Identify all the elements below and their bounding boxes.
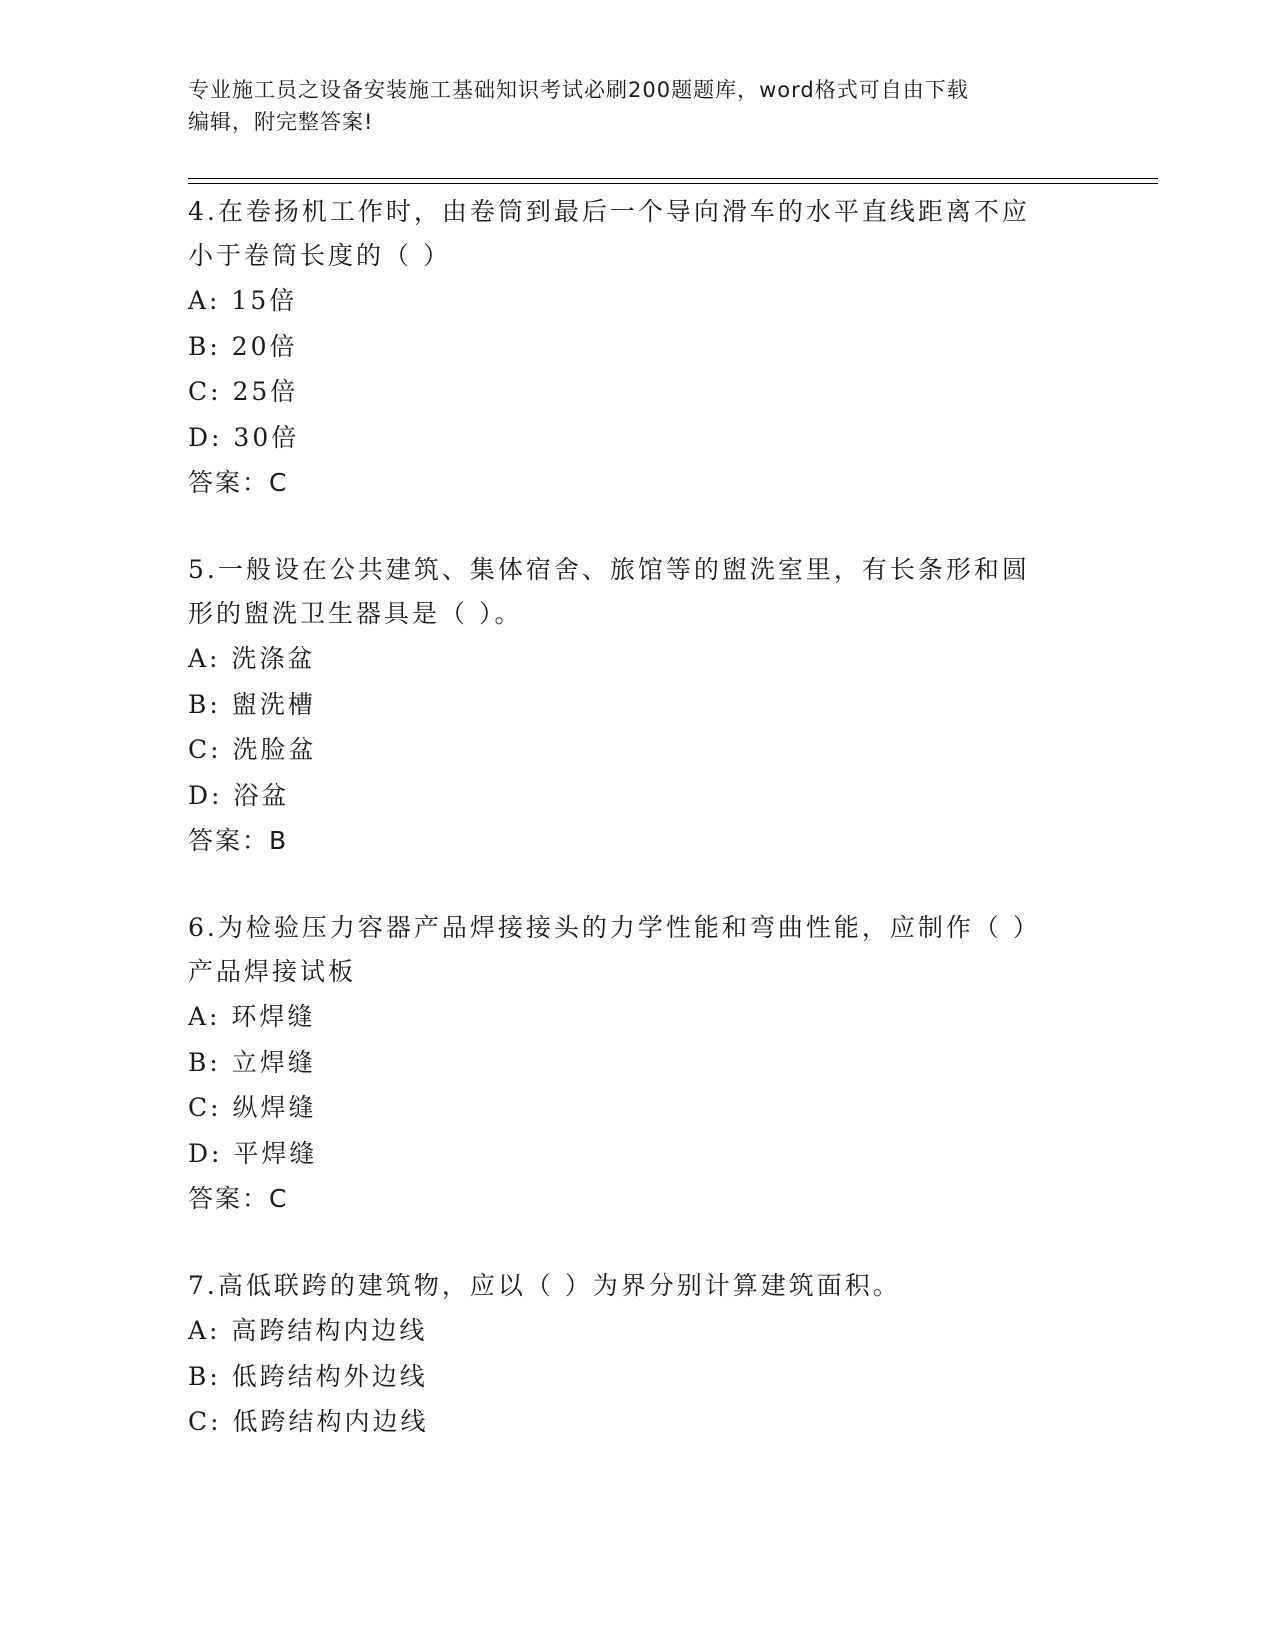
question-stem-line: 4.在卷扬机工作时，由卷筒到最后一个导向滑车的水平直线距离不应: [188, 197, 1030, 226]
header-divider-top: [188, 178, 1158, 179]
question-stem-line: 小于卷筒长度的（ ）: [188, 241, 451, 270]
question-5: [188, 548, 1088, 864]
answer-line: 答案：C: [188, 468, 289, 497]
option-d: D: 平焊缝: [188, 1138, 318, 1168]
option-d: D: 浴盆: [188, 780, 290, 810]
question-stem: [188, 190, 1088, 278]
question-stem-line: 形的盥洗卫生器具是（ ）。: [188, 599, 523, 628]
option-b: B: 立焊缝: [188, 1047, 316, 1077]
option-a: A: 环焊缝: [188, 1002, 316, 1031]
option-b: B: 盥洗槽: [188, 689, 316, 719]
question-stem-line: 7.高低联跨的建筑物，应以（ ）为界分别计算建筑面积。: [188, 1271, 901, 1300]
question-4: [188, 190, 1088, 506]
option-c: C: 纵焊缝: [188, 1093, 317, 1122]
answer-line: 答案：C: [188, 1184, 289, 1213]
question-6: [188, 906, 1088, 1222]
question-list: [188, 190, 1088, 1487]
option-a: A: 15倍: [188, 286, 298, 315]
document-header: [188, 74, 1078, 138]
option-d: D: 30倍: [188, 422, 300, 452]
question-stem: [188, 906, 1088, 994]
question-7: [188, 1264, 1088, 1445]
question-stem-line: 6.为检验压力容器产品焊接接头的力学性能和弯曲性能，应制作（ ）: [188, 913, 1041, 942]
header-divider-bottom: [188, 183, 1158, 184]
option-c: C: 洗脸盆: [188, 735, 317, 764]
question-stem: [188, 1264, 1088, 1308]
header-title-line-2: 编辑，附完整答案!: [188, 110, 374, 134]
question-stem-line: 5.一般设在公共建筑、集体宿舍、旅馆等的盥洗室里，有长条形和圆: [188, 555, 1030, 584]
answer-line: 答案：B: [188, 826, 289, 855]
option-b: B: 低跨结构外边线: [188, 1361, 428, 1391]
option-b: B: 20倍: [188, 331, 298, 361]
question-stem-line: 产品焊接试板: [188, 957, 357, 986]
option-c: C: 25倍: [188, 377, 299, 406]
question-stem: [188, 548, 1088, 636]
option-c: C: 低跨结构内边线: [188, 1407, 429, 1436]
header-title-line-1: 专业施工员之设备安装施工基础知识考试必刷200题题库，word格式可自由下载: [188, 78, 969, 102]
option-a: A: 洗涤盆: [188, 644, 316, 673]
option-a: A: 高跨结构内边线: [188, 1316, 428, 1345]
